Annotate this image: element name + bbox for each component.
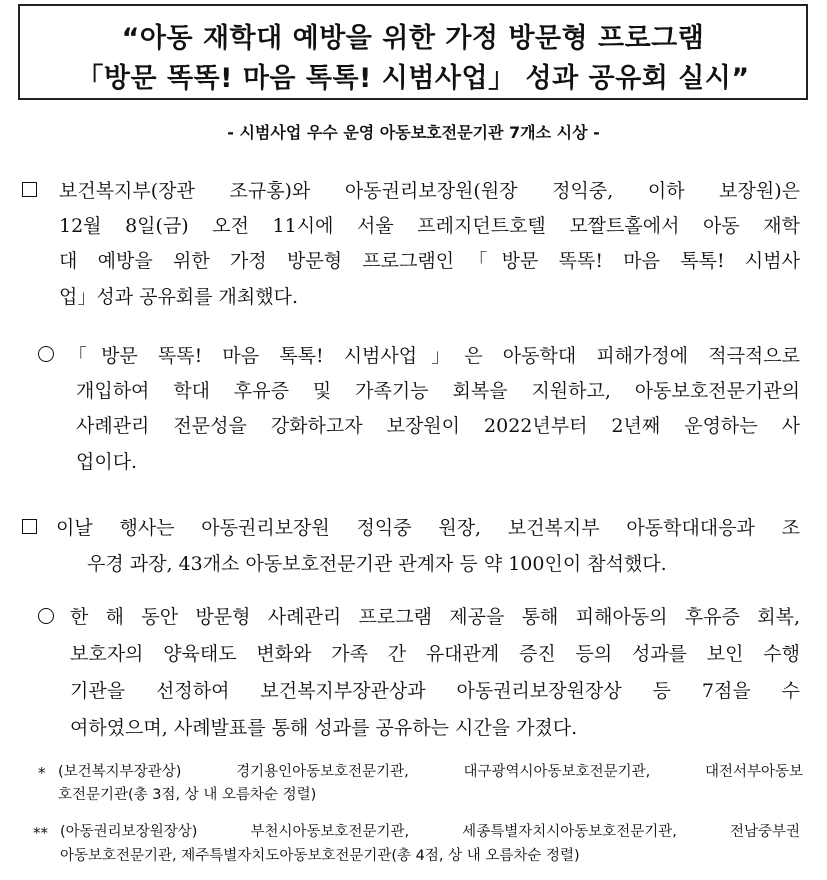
footnote-mark: ** (33, 824, 48, 842)
footnote-1-line: 호전문기관(총 3점, 상 내 오름차순 정렬) (58, 787, 317, 803)
footnote-2-line: (아동권리보장원장상) 부천시아동보호전문기관, 세종특별자치시아동보호전문기관, 전남중부권 (60, 824, 800, 840)
square-bullet-icon (22, 181, 37, 202)
paragraph-line: 사례관리 전문성을 강화하고자 보장원이 2022년부터 2년째 운영하는 사 (76, 415, 800, 437)
headline-line-2: 「방문 똑똑! 마음 톡톡! 시범사업」 성과 공유회 실시” (76, 63, 750, 94)
paragraph-line: 대 예방을 위한 가정 방문형 프로그램인「방문 똑똑! 마음 톡톡! 시범사 (59, 250, 800, 272)
paragraph-line: 12월 8일(금) 오전 11시에 서울 프레지던트호텔 모짤트홀에서 아동 재학 (59, 215, 800, 237)
subheadline: - 시범사업 우수 운영 아동보호전문기관 7개소 시상 - (227, 123, 600, 142)
paragraph-line: 보호자의 양육태도 변화와 가족 간 유대관계 증진 등의 성과를 보인 수행 (70, 643, 800, 665)
paragraph-line: 우경 과장, 43개소 아동보호전문기관 관계자 등 약 100인이 참석했다. (87, 553, 667, 575)
footnote-1-line: (보건복지부장관상) 경기용인아동보호전문기관, 대구광역시아동보호전문기관, 대전서부아동보 (58, 764, 803, 780)
footnote-2-line: 아동보호전문기관, 제주특별자치도아동보호전문기관(총 4점, 상 내 오름차순 정렬) (60, 848, 580, 864)
paragraph-line: 「방문 똑똑! 마음 톡톡! 시범사업」은 아동학대 피해가정에 적극적으로 (68, 345, 800, 367)
square-bullet-icon (22, 518, 37, 539)
title-box (18, 4, 808, 100)
paragraph-line: 개입하여 학대 후유증 및 가족기능 회복을 지원하고, 아동보호전문기관의 (76, 380, 800, 402)
paragraph-line: 보건복지부(장관 조규홍)와 아동권리보장원(원장 정익중, 이하 보장원)은 (59, 180, 800, 202)
paragraph-line: 업이다. (76, 451, 138, 473)
paragraph-line: 여하였으며, 사례발표를 통해 성과를 공유하는 시간을 가졌다. (70, 717, 578, 739)
paragraph-line: 업」성과 공유회를 개최했다. (59, 286, 299, 308)
circle-bullet-icon (38, 346, 54, 367)
headline-line-1: “아동 재학대 예방을 위한 가정 방문형 프로그램 (121, 23, 705, 54)
circle-bullet-icon (38, 608, 54, 629)
footnote-mark: * (38, 764, 46, 782)
paragraph-line: 한 해 동안 방문형 사례관리 프로그램 제공을 통해 피해아동의 후유증 회복, (70, 606, 800, 628)
paragraph-line: 기관을 선정하여 보건복지부장관상과 아동권리보장원장상 등 7점을 수 (70, 680, 800, 702)
paragraph-line: 이날 행사는 아동권리보장원 정익중 원장, 보건복지부 아동학대대응과 조 (56, 517, 800, 539)
